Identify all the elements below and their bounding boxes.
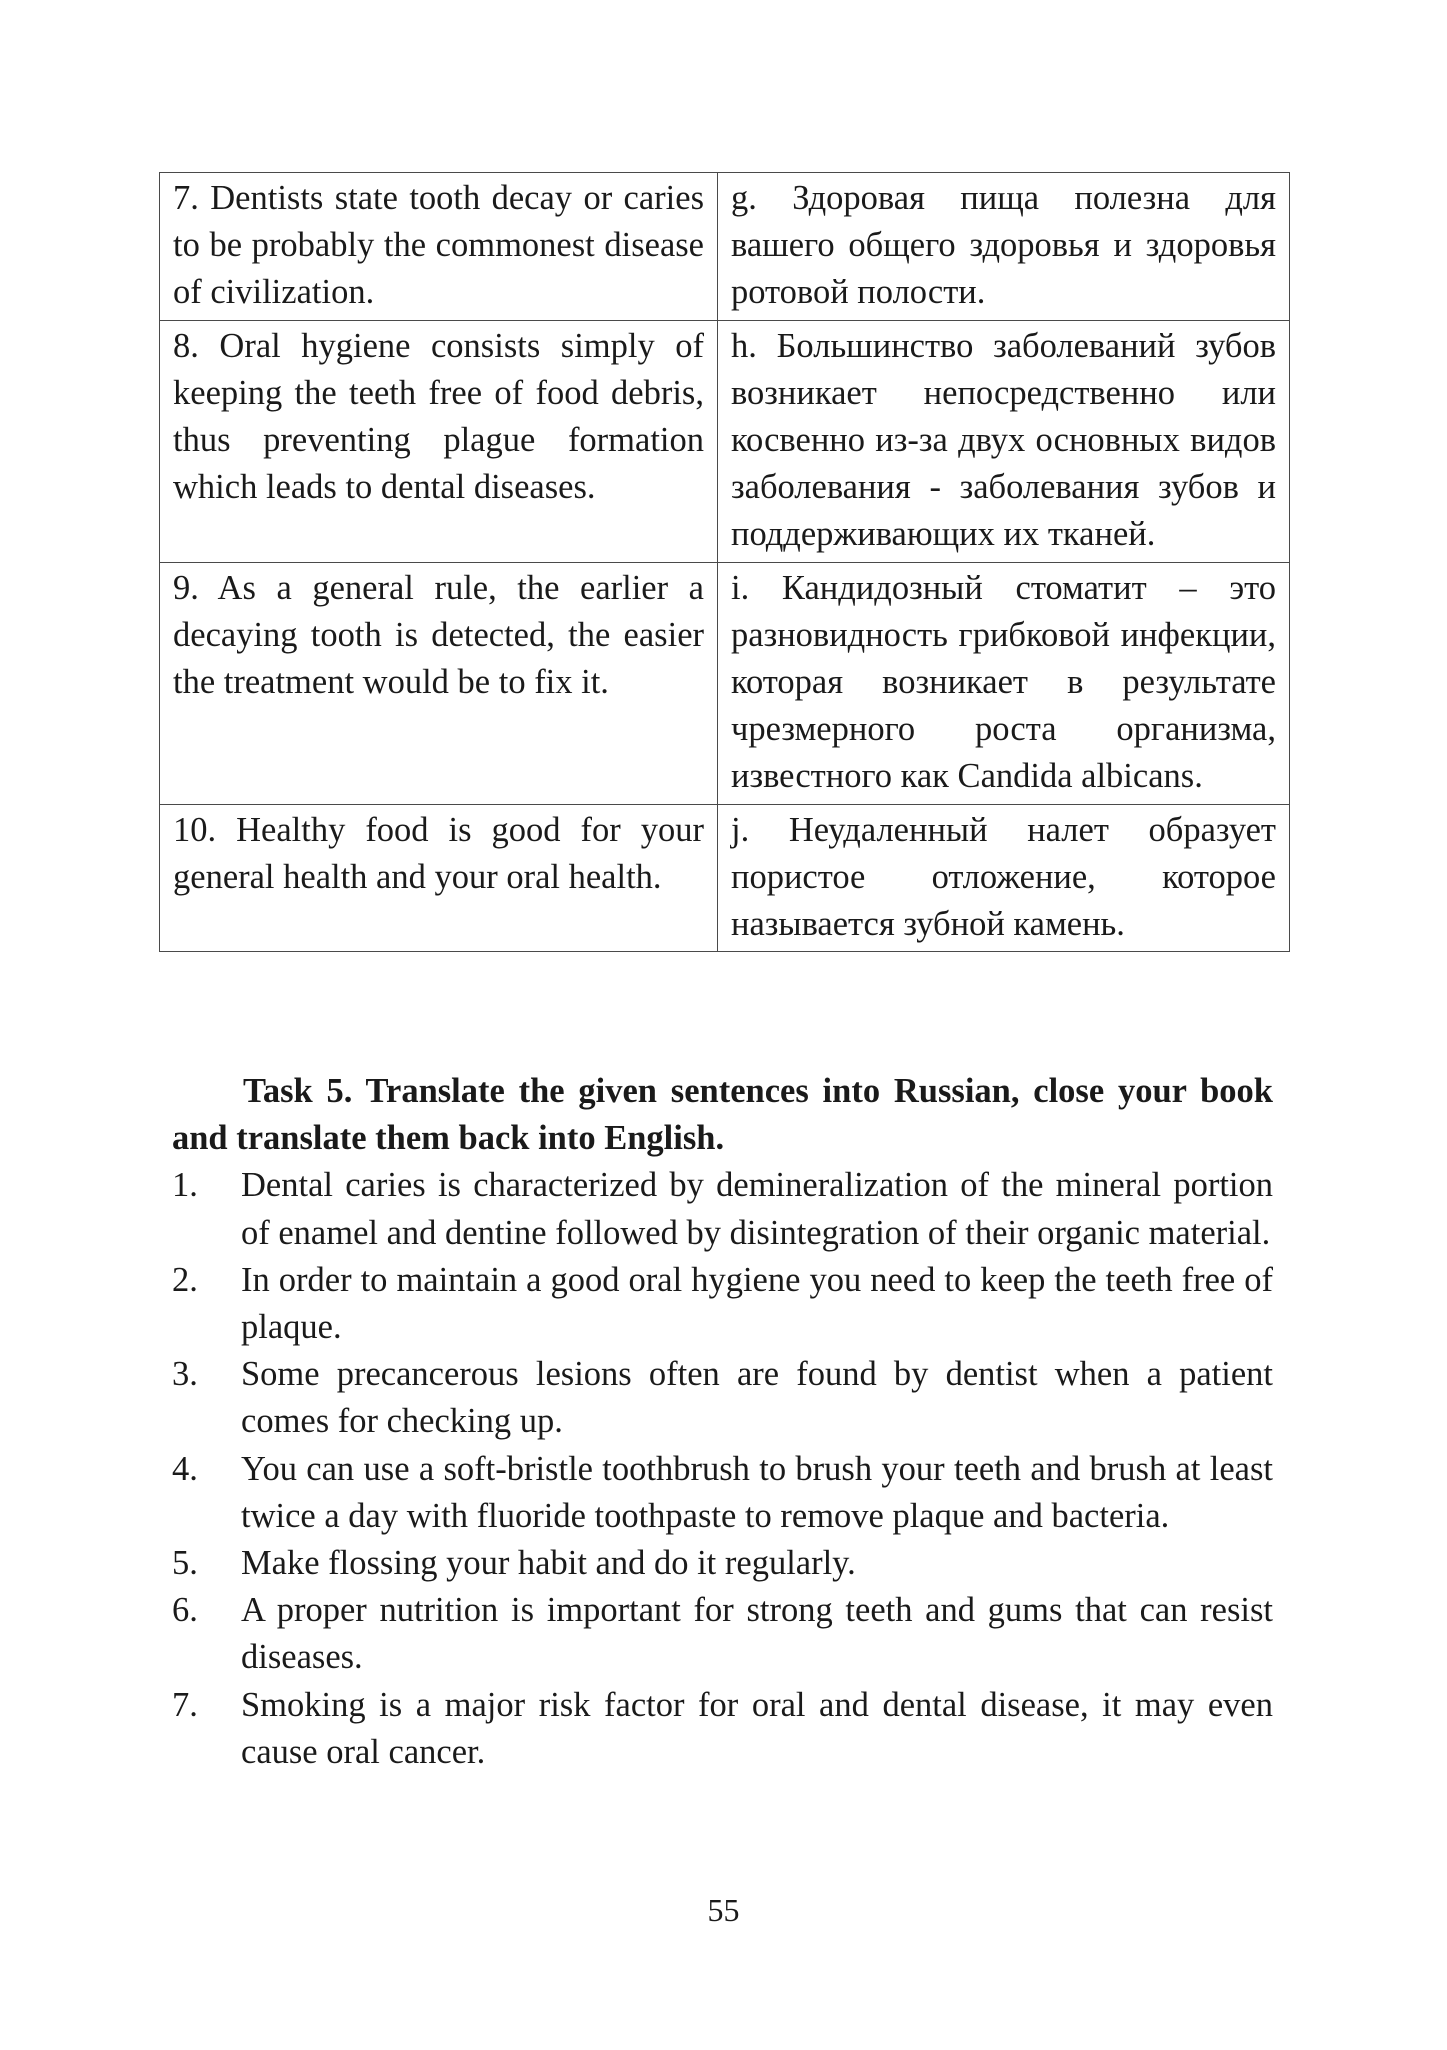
list-item — [172, 1257, 1273, 1351]
matching-table — [159, 172, 1290, 952]
item-number: 2. — [172, 1260, 198, 1299]
russian-sentence-cell: i. Кандидозный стоматит – это разновидность грибковой инфекции, которая возникает в результате чрезмерного роста организма, известного как Candida albicans. — [718, 562, 1290, 804]
list-item — [172, 1446, 1273, 1540]
russian-sentence-cell: j. Неудаленный налет образует пористое отложение, которое называется зубной камень. — [718, 804, 1290, 952]
table-row — [160, 173, 1290, 321]
item-text: Smoking is a major risk factor for oral and dental disease, it may even cause oral cancer. — [241, 1685, 1273, 1771]
item-number: 1. — [172, 1166, 198, 1205]
item-number: 4. — [172, 1449, 198, 1488]
item-number: 7. — [172, 1685, 198, 1724]
item-number: 5. — [172, 1544, 198, 1583]
task-heading: Task 5. Translate the given sentences into Russian, close your book and translate them back into English. — [172, 1072, 1273, 1158]
item-text: Make flossing your habit and do it regularly. — [241, 1544, 856, 1583]
russian-sentence-cell: g. Здоровая пища полезна для вашего общего здоровья и здоровья ротовой полости. — [718, 173, 1290, 321]
table-row — [160, 562, 1290, 804]
english-sentence-cell: 8. Oral hygiene consists simply of keeping the teeth free of food debris, thus preventing plague formation which leads to dental diseases. — [160, 320, 718, 562]
item-text: In order to maintain a good oral hygiene you need to keep the teeth free of plaque. — [241, 1260, 1273, 1347]
item-text: You can use a soft-bristle toothbrush to brush your teeth and brush at least twice a day with fluoride toothpaste to remove plaque and bacteria. — [241, 1449, 1273, 1535]
list-item — [172, 1540, 1273, 1587]
item-text: Some precancerous lesions often are found by dentist when a patient comes for checking up. — [241, 1355, 1273, 1441]
item-number: 6. — [172, 1591, 198, 1630]
item-text: A proper nutrition is important for strong teeth and gums that can resist diseases. — [241, 1591, 1273, 1677]
item-text: Dental caries is characterized by demineralization of the mineral portion of enamel and dentine followed by disintegration of their organic material. — [241, 1166, 1273, 1252]
table-row — [160, 320, 1290, 562]
english-sentence-cell: 10. Healthy food is good for your general health and your oral health. — [160, 804, 718, 952]
table-row — [160, 804, 1290, 952]
english-sentence-cell: 7. Dentists state tooth decay or caries to be probably the commonest disease of civilization. — [160, 173, 718, 321]
task-5-section — [172, 1068, 1273, 1776]
english-sentence-cell: 9. As a general rule, the earlier a decaying tooth is detected, the easier the treatment would be to fix it. — [160, 562, 718, 804]
russian-sentence-cell: h. Большинство заболеваний зубов возникает непосредственно или косвенно из-за двух основных видов заболевания - заболевания зубов и поддерживающих их тканей. — [718, 320, 1290, 562]
list-item — [172, 1587, 1273, 1681]
sentence-list — [172, 1162, 1273, 1776]
list-item — [172, 1162, 1273, 1256]
list-item — [172, 1351, 1273, 1445]
item-number: 3. — [172, 1355, 198, 1394]
page-number: 55 — [707, 1892, 740, 1928]
list-item — [172, 1682, 1273, 1776]
